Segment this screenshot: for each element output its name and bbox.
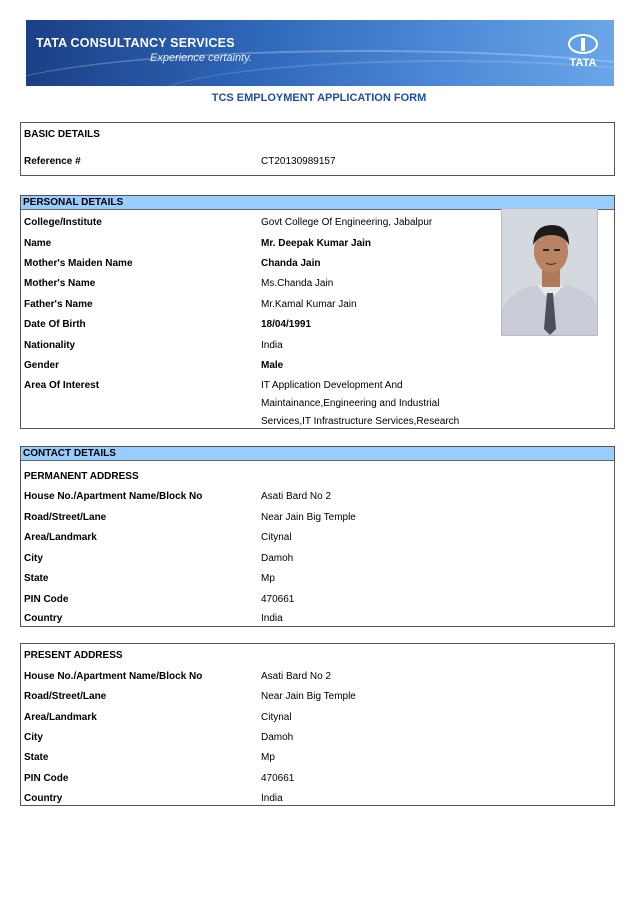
name-value: Mr. Deepak Kumar Jain <box>261 238 372 249</box>
area-of-interest-line: Services,IT Infrastructure Services,Research <box>261 416 460 427</box>
area-label: Area/Landmark <box>24 712 97 723</box>
name-label: Name <box>24 238 52 249</box>
area-of-interest-line: Maintainance,Engineering and Industrial <box>261 398 440 409</box>
basic-details-section <box>20 122 615 176</box>
country-value: India <box>261 793 283 804</box>
area-of-interest-label: Area Of Interest <box>24 380 100 391</box>
state-value: Mp <box>261 573 275 584</box>
house-label: House No./Apartment Name/Block No <box>24 671 203 682</box>
state-label: State <box>24 573 49 584</box>
area-label: Area/Landmark <box>24 532 97 543</box>
pin-code-value: 470661 <box>261 773 295 784</box>
state-value: Mp <box>261 752 275 763</box>
mother-maiden-name-value: Chanda Jain <box>261 258 321 269</box>
dob-label: Date Of Birth <box>24 319 86 330</box>
mother-maiden-name-label: Mother's Maiden Name <box>24 258 133 269</box>
pin-code-label: PIN Code <box>24 773 69 784</box>
city-value: Damoh <box>261 553 294 564</box>
road-label: Road/Street/Lane <box>24 691 107 702</box>
personal-details-section <box>20 195 615 429</box>
permanent-address-title: PERMANENT ADDRESS <box>24 471 139 482</box>
reference-value: CT20130989157 <box>261 156 336 167</box>
state-label: State <box>24 752 49 763</box>
house-value: Asati Bard No 2 <box>261 491 332 502</box>
tata-logo <box>562 34 604 74</box>
applicant-photo <box>501 208 598 336</box>
company-name: TATA CONSULTANCY SERVICES <box>36 36 235 50</box>
gender-value: Male <box>261 360 284 371</box>
header-banner <box>26 20 614 86</box>
reference-label: Reference # <box>24 156 81 167</box>
present-address-section <box>20 643 615 806</box>
area-value: Citynal <box>261 532 292 543</box>
tata-logo-word: TATA <box>569 57 597 69</box>
dob-value: 18/04/1991 <box>261 319 312 330</box>
area-value: Citynal <box>261 712 292 723</box>
pin-code-value: 470661 <box>261 594 295 605</box>
college-label: College/Institute <box>24 217 102 228</box>
nationality-label: Nationality <box>24 340 76 351</box>
road-label: Road/Street/Lane <box>24 512 107 523</box>
person-photo-icon <box>502 209 598 336</box>
area-of-interest-line: IT Application Development And <box>261 380 403 391</box>
present-address-title: PRESENT ADDRESS <box>24 650 123 661</box>
nationality-value: India <box>261 340 283 351</box>
country-label: Country <box>24 793 63 804</box>
college-value: Govt College Of Engineering, Jabalpur <box>261 217 433 228</box>
section-header: CONTACT DETAILS <box>21 447 614 461</box>
section-header: PERSONAL DETAILS <box>21 196 614 210</box>
father-name-value: Mr.Kamal Kumar Jain <box>261 299 357 310</box>
house-label: House No./Apartment Name/Block No <box>24 491 203 502</box>
city-value: Damoh <box>261 732 294 743</box>
gender-label: Gender <box>24 360 60 371</box>
mother-name-value: Ms.Chanda Jain <box>261 278 334 289</box>
father-name-label: Father's Name <box>24 299 93 310</box>
road-value: Near Jain Big Temple <box>261 691 356 702</box>
tata-emblem-icon <box>568 34 598 54</box>
city-label: City <box>24 732 43 743</box>
country-label: Country <box>24 613 63 624</box>
company-tagline: Experience certainty. <box>150 52 252 64</box>
city-label: City <box>24 553 43 564</box>
section-title: BASIC DETAILS <box>24 129 100 140</box>
road-value: Near Jain Big Temple <box>261 512 356 523</box>
country-value: India <box>261 613 283 624</box>
house-value: Asati Bard No 2 <box>261 671 332 682</box>
mother-name-label: Mother's Name <box>24 278 96 289</box>
contact-details-section <box>20 446 615 627</box>
page-title: TCS EMPLOYMENT APPLICATION FORM <box>211 92 427 104</box>
pin-code-label: PIN Code <box>24 594 69 605</box>
